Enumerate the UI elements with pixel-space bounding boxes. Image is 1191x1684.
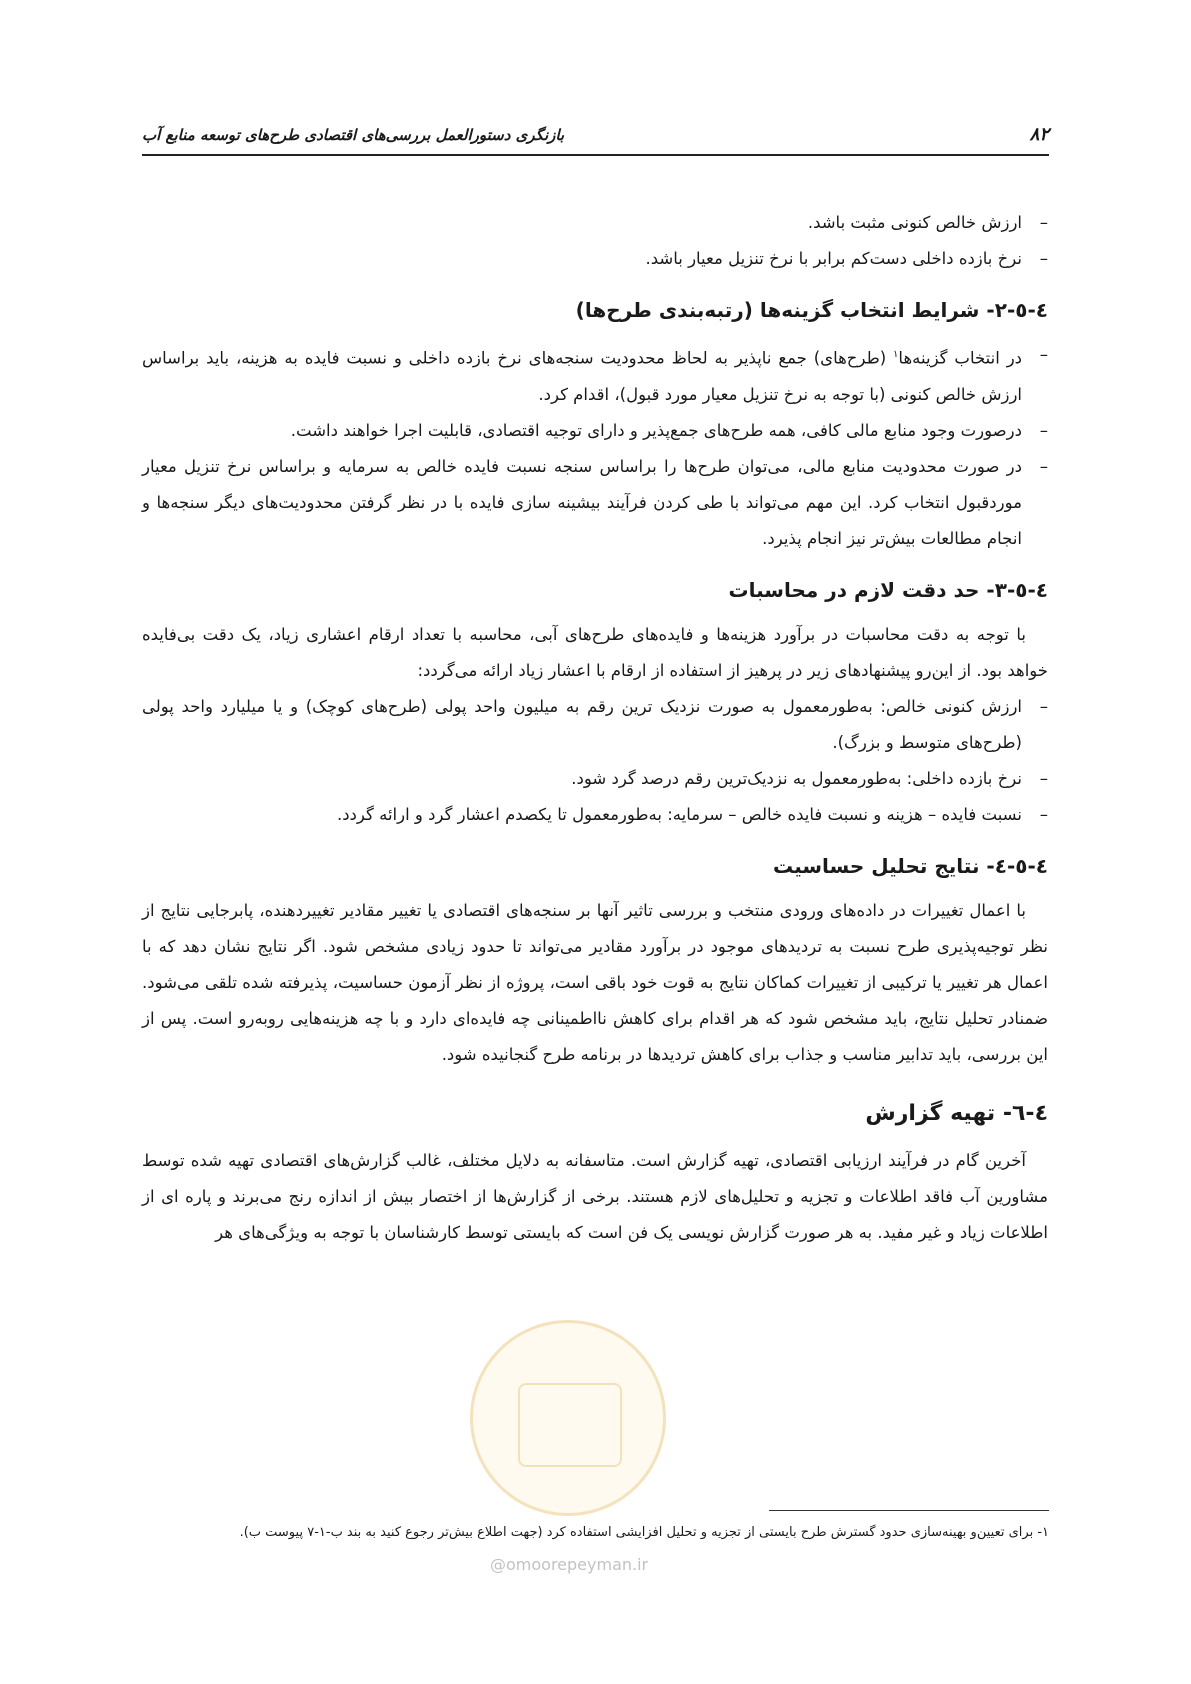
watermark-seal-icon <box>470 1320 666 1516</box>
page-header <box>142 118 1049 156</box>
paragraph: با اعمال تغییرات در داده‌های ورودی منتخب و بررسی تاثیر آنها بر سنجه‌های اقتصادی یا تغییر مقادیر تغییردهنده، پابرجایی نتایج از نظر توجیه‌پذیری طرح نسبت به تردیدهای موجود در برآورد مقادیر می‌تواند تا حدود زیادی مشخص شود. اگر نتایج نشان دهد که با اعمال هر تغییر یا ترکیبی از تغییرات کماکان نتایج به قوت خود باقی است، پروژه از نظر آزمون حساسیت، پذیرفته شده تلقی می‌شود. ضمنادر تحلیل نتایج، باید مشخص شود که هر اقدام برای کاهش نااطمینانی چه فایده‌ای دارد و با چه هزینه‌هایی روبه‌رو است. پس از این بررسی، باید تدابیر مناسب و جذاب برای کاهش تردیدها در برنامه طرح گنجانیده شود. <box>142 900 1048 1064</box>
page-content <box>142 205 1048 1251</box>
section-heading-selection: ٤-٥-٢- شرایط انتخاب گزینه‌ها (رتبه‌بندی طرح‌ها) <box>575 298 1048 322</box>
intro-list <box>142 205 1048 277</box>
item-text: (طرح‌های) جمع ناپذیر به لحاظ محدودیت سنجه‌های نرخ بازده داخلی و نسبت فایده به هزینه، باید براساس ارزش خالص کنونی (با توجه به نرخ تنزیل معیار مورد قبول)، اقدام کرد. <box>142 348 1022 404</box>
list-item: – نسبت فایده – هزینه و نسبت فایده خالص – سرمایه: به‌طورمعمول تا یکصدم اعشار گرد و ارائه گردد. <box>142 797 1022 833</box>
list-item: – ارزش خالص کنونی مثبت باشد. <box>142 205 1022 241</box>
list-item <box>142 337 1022 413</box>
section-heading-report: ٤-٦- تهیه گزارش <box>865 1100 1048 1126</box>
selection-list <box>142 337 1048 557</box>
precision-list <box>142 689 1048 833</box>
paragraph: با توجه به دقت محاسبات در برآورد هزینه‌ها و فایده‌های طرح‌های آبی، محاسبه با تعداد ارقام اعشاری زیاد، یک دقت بی‌فایده خواهد بود. از این‌رو پیشنهادهای زیر در پرهیز از استفاده از ارقام با اعشار زیاد ارائه می‌گردد: <box>142 624 1048 680</box>
list-item: – نرخ بازده داخلی دست‌کم برابر با نرخ تنزیل معیار باشد. <box>142 241 1022 277</box>
page-number: ۸۲ <box>1029 124 1049 145</box>
paragraph: آخرین گام در فرآیند ارزیابی اقتصادی، تهیه گزارش است. متاسفانه به دلایل مختلف، غالب گزارش‌های اقتصادی تهیه شده توسط مشاورین آب فاقد اطلاعات و تجزیه و تحلیل‌های لازم هستند. برخی از گزارش‌ها از اختصار بیش از اندازه رنج می‌برند و پاره ای از اطلاعات زیاد و غیر مفید. به هر صورت گزارش نویسی یک فن است که بایستی توسط کارشناسان با توجه به ویژگی‌های هر <box>142 1150 1048 1242</box>
list-item: – نرخ بازده داخلی: به‌طورمعمول به نزدیک‌ترین رقم درصد گرد شود. <box>142 761 1022 797</box>
footnote-ref: ۱ <box>893 349 899 360</box>
footnote: ۱- برای تعیین‌و بهینه‌سازی حدود گسترش طرح بایستی از تجزیه و تحلیل افزایشی استفاده کرد (جهت اطلاع بیش‌تر رجوع کنید به بند ب-۱-۷ پیوست ب). <box>239 1525 1049 1540</box>
section-heading-precision: ٤-٥-٣- حد دقت لازم در محاسبات <box>728 577 1048 602</box>
list-item: – در صورت محدودیت منابع مالی، می‌توان طرح‌ها را براساس سنجه نسبت فایده خالص به سرمایه و براساس نرخ تنزیل معیار موردقبول انتخاب کرد. این مهم می‌تواند با طی کردن فرآیند بیشینه سازی فایده با در نظر گرفتن محدودیت‌های دیگر سنجه‌ها و انجام مطالعات بیش‌تر نیز انجام پذیرد. <box>142 449 1022 557</box>
watermark-text: @omoorepeyman.ir <box>490 1555 649 1574</box>
list-item: – درصورت وجود منابع مالی کافی، همه طرح‌های جمع‌پذیر و دارای توجیه اقتصادی، قابلیت اجرا خواهند داشت. <box>142 413 1022 449</box>
section-heading-sensitivity: ٤-٥-٤- نتایج تحلیل حساسیت <box>773 853 1048 878</box>
running-title: بازنگری دستورالعمل بررسی‌های اقتصادی طرح‌های توسعه منابع آب <box>142 126 565 144</box>
footnote-divider <box>769 1510 1049 1511</box>
item-text: در انتخاب گزینه‌ها <box>898 348 1023 368</box>
list-item: – ارزش کنونی خالص: به‌طورمعمول به صورت نزدیک ترین رقم به میلیون واحد پولی (طرح‌های کوچک) و یا میلیارد واحد پولی (طرح‌های متوسط و بزرگ). <box>142 689 1022 761</box>
